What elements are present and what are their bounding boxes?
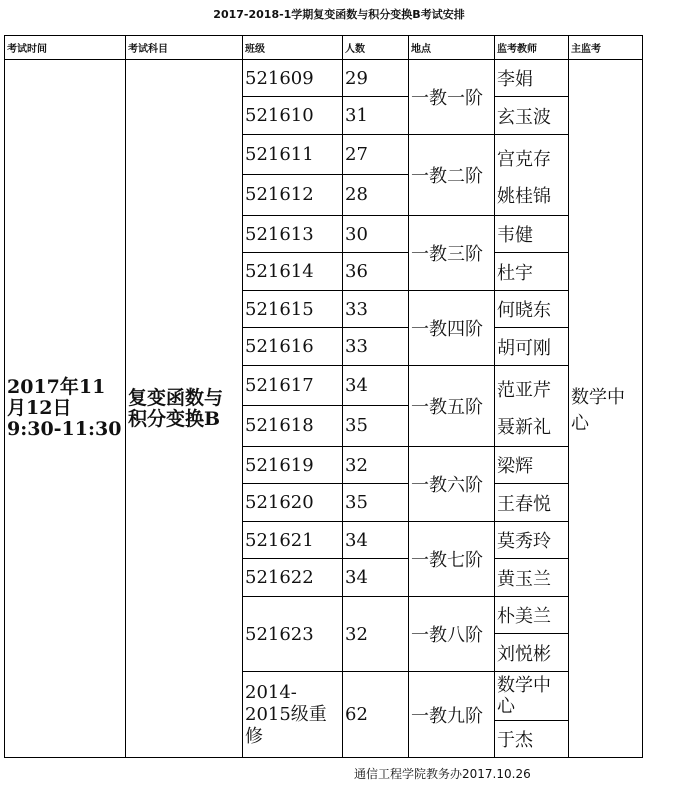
class-cell: 521616 (243, 328, 343, 366)
proctor-cell (495, 366, 569, 447)
proctor-cell: 李娟 (495, 60, 569, 97)
class-cell: 521618 (243, 405, 343, 446)
location-cell: 一教三阶 (409, 216, 495, 291)
location-cell: 一教六阶 (409, 447, 495, 522)
header-count: 人数 (343, 36, 409, 60)
proctor-cell: 玄玉波 (495, 97, 569, 135)
proctor-cell: 刘悦彬 (495, 634, 569, 672)
count-cell: 29 (343, 60, 409, 97)
count-cell: 27 (343, 135, 409, 175)
class-cell: 521612 (243, 174, 343, 215)
class-cell: 521621 (243, 522, 343, 559)
table-header-row (5, 36, 643, 60)
class-cell: 521611 (243, 135, 343, 175)
class-cell: 521620 (243, 484, 343, 522)
proctor-cell (495, 135, 569, 216)
location-cell: 一教四阶 (409, 291, 495, 366)
count-cell: 33 (343, 291, 409, 328)
class-cell: 521610 (243, 97, 343, 135)
document-title: 2017-2018-1学期复变函数与积分变换B考试安排 (213, 8, 465, 21)
count-cell: 28 (343, 174, 409, 215)
count-cell: 34 (343, 559, 409, 597)
subject-cell: 复变函数与积分变换B (126, 60, 243, 758)
proctor-name: 姚桂锦 (497, 186, 551, 207)
class-cell: 521615 (243, 291, 343, 328)
location-cell: 一教八阶 (409, 597, 495, 672)
count-cell: 36 (343, 253, 409, 291)
proctor-cell: 莫秀玲 (495, 522, 569, 559)
class-cell: 521614 (243, 253, 343, 291)
location-cell: 一教九阶 (409, 672, 495, 758)
count-cell: 35 (343, 405, 409, 446)
footer-note: 通信工程学院教务办2017.10.26 (354, 767, 531, 781)
location-cell: 一教五阶 (409, 366, 495, 447)
header-location: 地点 (409, 36, 495, 60)
proctor-cell: 何晓东 (495, 291, 569, 328)
count-cell: 31 (343, 97, 409, 135)
proctor-cell: 数学中心 (495, 672, 569, 721)
location-cell: 一教七阶 (409, 522, 495, 597)
class-cell: 521619 (243, 447, 343, 484)
header-exam-time: 考试时间 (5, 36, 126, 60)
exam-schedule-table (4, 35, 643, 758)
proctor-cell: 王春悦 (495, 484, 569, 522)
class-cell: 521617 (243, 366, 343, 406)
location-cell: 一教二阶 (409, 135, 495, 216)
count-cell: 32 (343, 447, 409, 484)
chief-proctor-cell: 数学中心 (569, 60, 643, 758)
count-cell: 34 (343, 522, 409, 559)
class-cell: 521609 (243, 60, 343, 97)
proctor-cell: 于杰 (495, 721, 569, 758)
count-cell: 34 (343, 366, 409, 406)
count-cell: 35 (343, 484, 409, 522)
table-row (5, 60, 643, 97)
count-cell: 30 (343, 216, 409, 253)
header-proctors: 监考教师 (495, 36, 569, 60)
proctor-cell: 梁辉 (495, 447, 569, 484)
header-class: 班级 (243, 36, 343, 60)
class-cell: 521622 (243, 559, 343, 597)
class-cell: 521623 (243, 597, 343, 672)
proctor-cell: 韦健 (495, 216, 569, 253)
count-cell: 62 (343, 672, 409, 758)
exam-time-cell: 2017年11月12日9:30-11:30 (5, 60, 126, 758)
proctor-name: 聂新礼 (497, 417, 551, 438)
count-cell: 33 (343, 328, 409, 366)
header-subject: 考试科目 (126, 36, 243, 60)
location-cell: 一教一阶 (409, 60, 495, 135)
header-chief-proctor: 主监考 (569, 36, 643, 60)
class-cell: 2014-2015级重修 (243, 672, 343, 758)
proctor-name: 范亚芹 (497, 380, 551, 401)
proctor-cell: 朴美兰 (495, 597, 569, 634)
proctor-name: 宫克存 (497, 149, 551, 170)
proctor-cell: 黄玉兰 (495, 559, 569, 597)
proctor-cell: 胡可刚 (495, 328, 569, 366)
count-cell: 32 (343, 597, 409, 672)
proctor-cell: 杜宇 (495, 253, 569, 291)
class-cell: 521613 (243, 216, 343, 253)
